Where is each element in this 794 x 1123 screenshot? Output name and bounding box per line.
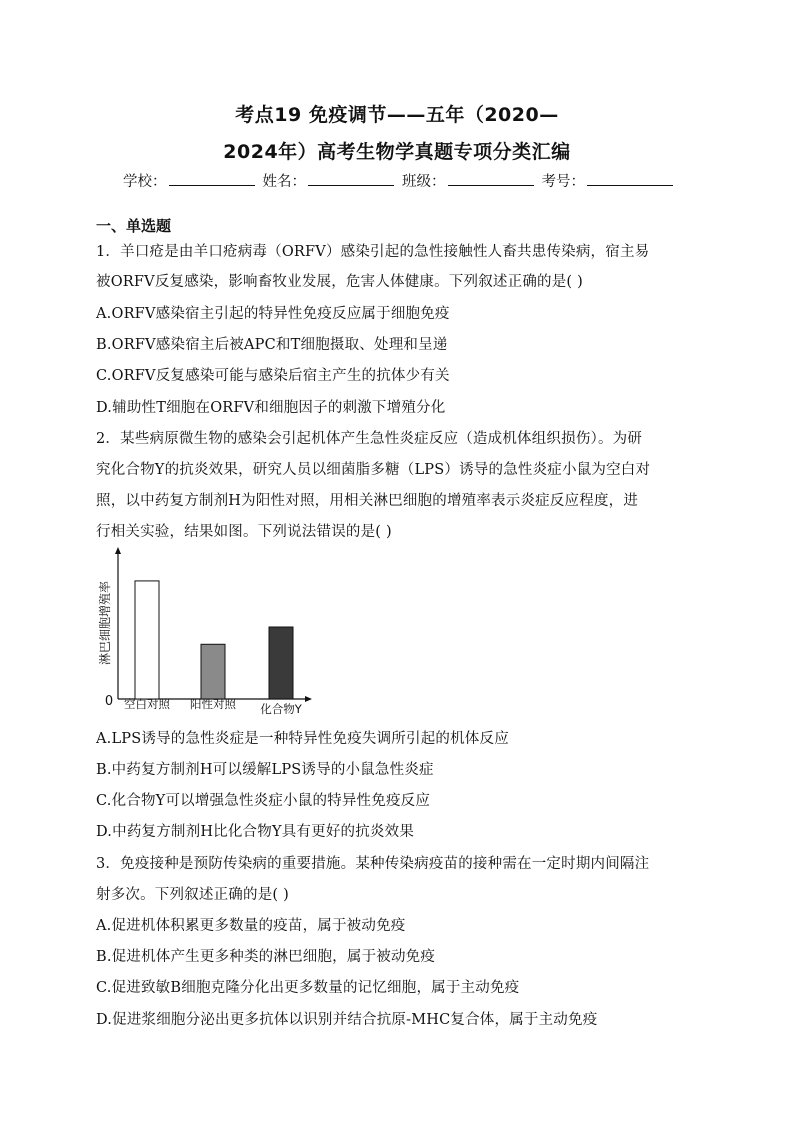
bar-2 xyxy=(201,644,225,699)
q1-option-a[interactable]: A.ORFV感染宿主引起的特异性免疫反应属于细胞免疫 xyxy=(96,306,450,322)
q2-option-b[interactable]: B.中药复方制剂H可以缓解LPS诱导的小鼠急性炎症 xyxy=(96,762,434,778)
q3-option-b[interactable]: B.促进机体产生更多种类的淋巴细胞，属于被动免疫 xyxy=(96,949,436,965)
q3-option-d[interactable]: D.促进浆细胞分泌出更多抗体以识别并结合抗原-MHC复合体，属于主动免疫 xyxy=(96,1012,598,1028)
y-axis-label: 淋巴细胞增殖率 xyxy=(98,580,112,666)
q2-stem-line4: 行相关实验，结果如图。下列说法错误的是( ) xyxy=(96,524,392,540)
q2-stem-line1: 2．某些病原微生物的感染会引起机体产生急性炎症反应（造成机体组织损伤）。为研 xyxy=(96,431,643,447)
q2-option-c[interactable]: C.化合物Y可以增强急性炎症小鼠的特异性免疫反应 xyxy=(96,793,431,809)
section-title: 一、单选题 xyxy=(96,217,172,235)
class-label: 班级： xyxy=(402,174,446,190)
q1-stem-line1: 1．羊口疮是由羊口疮病毒（ORFV）感染引起的急性接触性人畜共患传染病，宿主易 xyxy=(96,244,650,260)
school-blank[interactable] xyxy=(169,171,255,186)
name-blank[interactable] xyxy=(308,171,394,186)
student-info-fields xyxy=(123,170,681,191)
q1-option-c[interactable]: C.ORFV反复感染可能与感染后宿主产生的抗体少有关 xyxy=(96,368,450,384)
lymphocyte-proliferation-chart xyxy=(96,545,326,720)
bar-3 xyxy=(269,627,293,699)
exam-number-field xyxy=(542,170,674,191)
y-axis-arrow xyxy=(115,547,121,554)
x-tick-label-3: 化合物Y xyxy=(260,702,302,716)
doc-title-line1: 考点19 免疫调节——五年（2020— xyxy=(235,104,559,126)
q3-stem-line1: 3．免疫接种是预防传染病的重要措施。某种传染病疫苗的接种需在一定时期内间隔注 xyxy=(96,856,650,872)
q2-stem-line3: 照，以中药复方制剂H为阳性对照，用相关淋巴细胞的增殖率表示炎症反应程度，进 xyxy=(96,493,639,509)
q2-stem-line2: 究化合物Y的抗炎效果，研究人员以细菌脂多糖（LPS）诱导的急性炎症小鼠为空白对 xyxy=(96,462,651,478)
q3-stem-line2: 射多次。下列叙述正确的是( ) xyxy=(96,887,289,903)
class-field xyxy=(402,170,534,191)
q2-option-d[interactable]: D.中药复方制剂H比化合物Y具有更好的抗炎效果 xyxy=(96,824,415,840)
school-field xyxy=(123,170,255,191)
name-field xyxy=(263,170,395,191)
bar-1 xyxy=(135,581,159,699)
x-tick-label-1: 空白对照 xyxy=(124,697,170,711)
origin-label: 0 xyxy=(104,694,114,709)
q1-option-b[interactable]: B.ORFV感染宿主后被APC和T细胞摄取、处理和呈递 xyxy=(96,337,448,353)
name-label: 姓名： xyxy=(262,174,306,190)
x-tick-label-2: 阳性对照 xyxy=(190,697,236,711)
school-label: 学校： xyxy=(123,174,167,190)
q3-option-c[interactable]: C.促进致敏B细胞克隆分化出更多数量的记忆细胞，属于主动免疫 xyxy=(96,980,520,996)
doc-title-line2: 2024年）高考生物学真题专项分类汇编 xyxy=(223,141,571,163)
x-axis-arrow xyxy=(305,696,312,702)
q2-option-a[interactable]: A.LPS诱导的急性炎症是一种特异性免疫失调所引起的机体反应 xyxy=(96,731,509,747)
q1-option-d[interactable]: D.辅助性T细胞在ORFV和细胞因子的刺激下增殖分化 xyxy=(96,400,446,416)
class-blank[interactable] xyxy=(448,171,534,186)
exam-number-label: 考号： xyxy=(541,174,585,190)
exam-number-blank[interactable] xyxy=(587,171,673,186)
q1-stem-line2: 被ORFV反复感染，影响畜牧业发展，危害人体健康。下列叙述正确的是( ) xyxy=(96,274,583,290)
q3-option-a[interactable]: A.促进机体积累更多数量的疫苗，属于被动免疫 xyxy=(96,918,406,934)
